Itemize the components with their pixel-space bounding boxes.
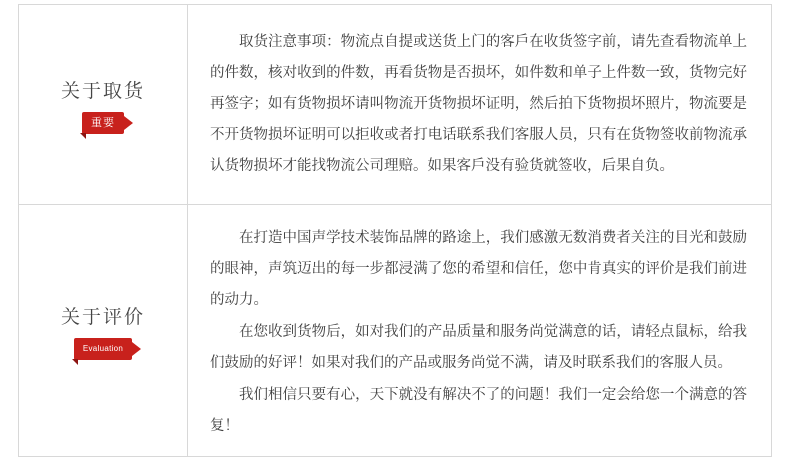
ribbon-wrap [61,112,145,138]
table-row [19,5,772,205]
paragraph: 我们相信只要有心，天下就没有解决不了的问题！我们一定会给您一个满意的答复！ [210,387,747,434]
section-label-cell-evaluation [19,205,188,457]
paragraph: 取货注意事项：物流点自提或送货上门的客戶在收货签字前，请先查看物流单上的件数，核对收到的件数，再看货物是否损坏，如件数和单子上件数一致，货物完好再签字；如有货物损坏请叫物流开货物损坏证明，然后拍下货物损坏照片，物流要是不开货物损坏证明可以拒收或者打电话联系我们客服人员，只有在货物签收前物流承认货物损坏才能找物流公司理赔。如果客戶没有验货就签收，后果自负。 [210,34,747,174]
section-title: 关于评价 [60,306,145,328]
status-badge: Evaluation [74,338,132,360]
paragraph: 在您收到货物后，如对我们的产品质量和服务尚觉满意的话，请轻点鼠标，给我们鼓励的好评！如果对我们的产品或服务尚觉不满，请及时联系我们的客服人员。 [210,324,747,371]
paragraph: 在打造中国声学技术装饰品牌的路途上，我们感激无数消费者关注的目光和鼓励的眼神，声筑迈出的每一步都浸满了您的希望和信任，您中肯真实的评价是我们前进的动力。 [210,230,747,308]
section-body-evaluation [188,205,772,457]
section-label-cell-pickup [19,5,188,205]
label-inner [61,72,145,138]
section-body-pickup [188,5,772,205]
ribbon-wrap [61,338,145,364]
notice-table [18,4,772,457]
label-inner [61,298,145,364]
section-title: 关于取货 [60,80,145,102]
table-row [19,205,772,457]
status-badge: 重要 [82,112,124,134]
